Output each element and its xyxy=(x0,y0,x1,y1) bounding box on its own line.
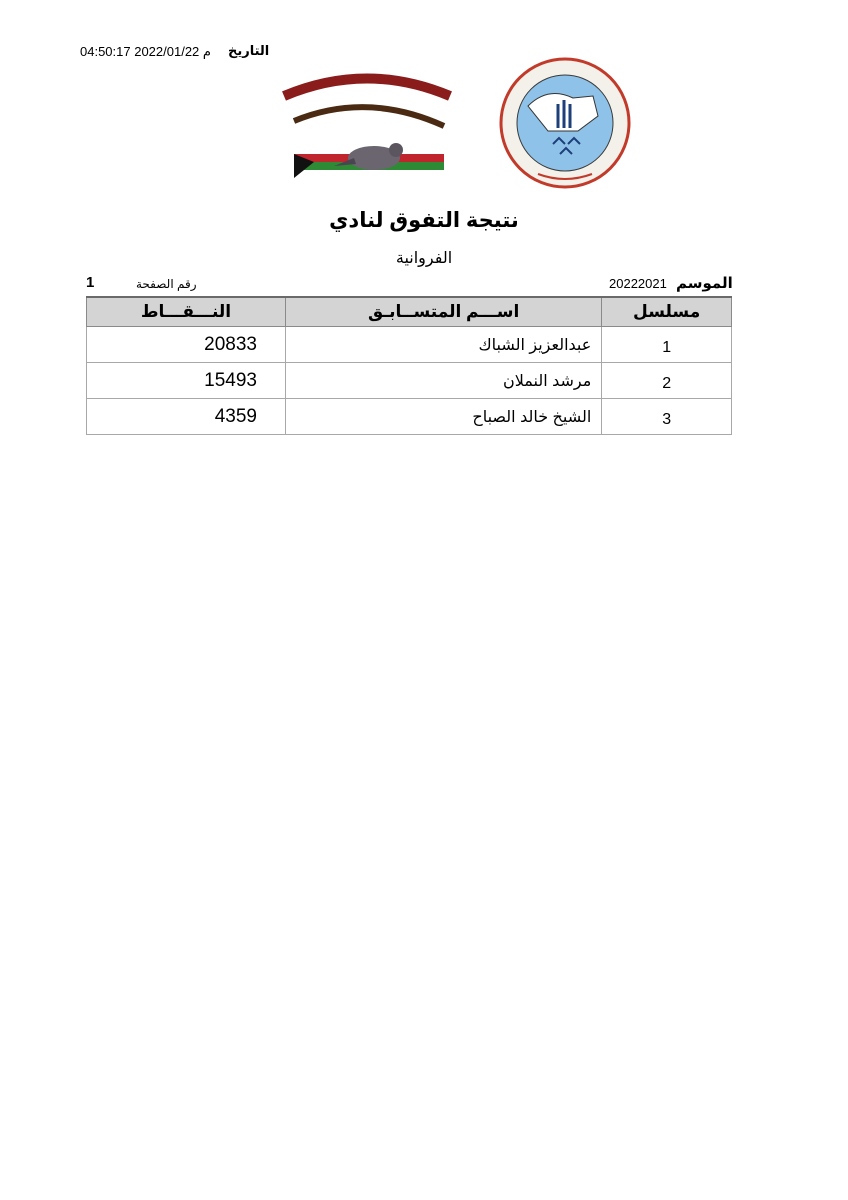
season-label: الموسم xyxy=(676,275,733,292)
club-logo xyxy=(274,66,460,186)
table-row xyxy=(87,327,732,363)
row-serial: 1 xyxy=(602,327,732,363)
date-label: التاريخ xyxy=(228,43,270,58)
federation-logo xyxy=(498,56,632,190)
row-points: 4359 xyxy=(87,399,286,435)
row-points: 15493 xyxy=(87,363,286,399)
row-name: الشيخ خالد الصباح xyxy=(286,399,602,435)
date-value: 04:50:17 2022/01/22 م xyxy=(80,44,211,59)
header-name: اســـم المتســابـق xyxy=(286,297,602,327)
table-header-row xyxy=(87,297,732,327)
results-table xyxy=(86,296,732,435)
row-name: مرشد النملان xyxy=(286,363,602,399)
table-row xyxy=(87,399,732,435)
page-label: رقم الصفحة xyxy=(136,277,197,291)
row-name: عبدالعزيز الشباك xyxy=(286,327,602,363)
page-number: 1 xyxy=(86,274,95,291)
row-serial: 2 xyxy=(602,363,732,399)
club-name: الفروانية xyxy=(395,250,453,267)
report-title: نتيجة التفوق لنادي xyxy=(329,209,519,232)
row-serial: 3 xyxy=(602,399,732,435)
header-points: النـــقـــاط xyxy=(87,297,286,327)
row-points: 20833 xyxy=(87,327,286,363)
header-serial: مسلسل xyxy=(602,297,732,327)
table-row xyxy=(87,363,732,399)
season-value: 20222021 xyxy=(609,276,667,291)
